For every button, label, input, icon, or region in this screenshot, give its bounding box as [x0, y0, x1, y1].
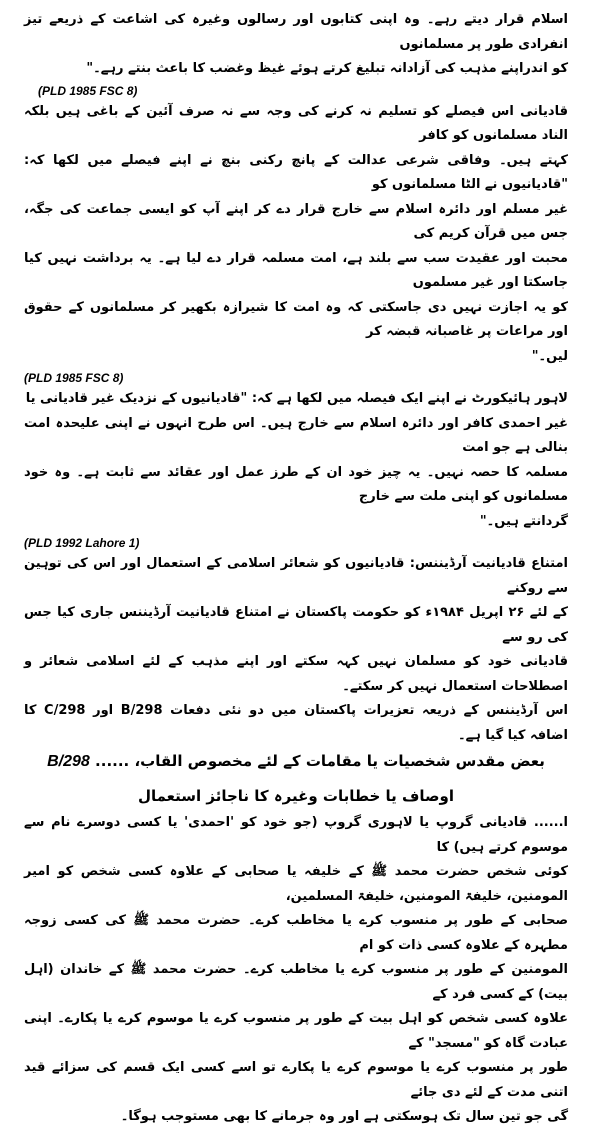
text-line: کوئی شخص حضرت محمد ﷺ کے خلیفہ یا صحابی کے علاوہ کسی شخص کو امیر المومنین، خلیفۃ المومنین، خلیفۃ المسلمین،	[24, 864, 568, 904]
text-line: قادیانی خود کو مسلمان نہیں کہہ سکتے اور اپنے مذہب کے لئے اسلامی شعائر و اصطلاحات استعمال نہیں کر سکتے۔	[24, 654, 568, 694]
text-line: المومنین کے طور پر منسوب کرے یا مخاطب کرے۔ حضرت محمد ﷺ کے خاندان (اہل بیت) کے کسی فرد کے	[24, 962, 568, 1002]
paragraph-1	[24, 8, 568, 100]
paragraph-4	[24, 552, 568, 748]
text-line: غیر مسلم اور دائرہ اسلام سے خارج قرار دے کر اپنے آپ کو ایسی جماعت کی جگہ، جس میں قرآن کریم کی	[24, 201, 568, 241]
clause-1	[24, 811, 568, 1130]
text-line: گی جو تین سال تک ہوسکتی ہے اور وہ جرمانے کا بھی مستوجب ہوگا۔	[120, 1109, 568, 1124]
section-title-line2: اوصاف یا خطابات وغیرہ کا ناجائز استعمال	[137, 787, 455, 805]
text-line: ا...... قادیانی گروپ یا لاہوری گروپ (جو خود کو 'احمدی' یا کسی دوسرے نام سے موسوم کرتے ہیں) کا	[24, 815, 568, 855]
paragraph-2	[24, 100, 568, 388]
citation: (PLD 1985 FSC 8)	[24, 371, 124, 385]
text-line: کو یہ اجازت نہیں دی جاسکتی کہ وہ امت کا شیرازہ بکھیر کر مسلمانوں کے حقوق اور مراعات پر غاصبانہ قبضہ کر	[24, 299, 568, 339]
text-line: امتناع قادیانیت آرڈیننس: قادیانیوں کو شعائر اسلامی کے استعمال اور اس کی توہین سے روکنے	[24, 556, 568, 596]
text-line: قادیانی اس فیصلے کو تسلیم نہ کرنے کی وجہ سے نہ صرف آئین کے باغی ہیں بلکہ الناد مسلمانوں کو کافر	[24, 103, 568, 143]
text-line: مسلمہ کا حصہ نہیں۔ یہ چیز خود ان کے طرز عمل اور عقائد سے ثابت ہے۔ وہ خود مسلمانوں کو اپنی ملت سے خارج	[24, 464, 568, 504]
text-line: علاوہ کسی شخص کو اہل بیت کے طور پر منسوب کرے یا موسوم کرے یا پکارے۔ اپنی عبادت گاہ کو "مسجد" کے	[24, 1011, 568, 1051]
section-title-line1: بعض مقدس شخصیات یا مقامات کے لئے مخصوص القاب،	[134, 752, 545, 770]
text-line: کو اندراپنے مذہب کی آزادانہ تبلیغ کرتے ہوئے غیظ وغضب کا باعث بنتے رہے۔"	[86, 61, 568, 76]
section-separator: ......	[95, 752, 130, 770]
citation: (PLD 1992 Lahore 1)	[24, 536, 140, 550]
text-line: اس آرڈیننس کے ذریعہ تعزیرات پاکستان میں دو نئی دفعات 298/B اور 298/C کا اضافہ کیا گیا ہے۔	[24, 703, 568, 743]
section-heading	[24, 748, 568, 775]
text-line: گردانتے ہیں۔"	[479, 513, 568, 529]
text-line: کہتے ہیں۔ وفاقی شرعی عدالت کے پانچ رکنی بنچ نے اپنے فیصلے میں لکھا کہ: "قادیانیوں نے الٹا مسلمانوں کو	[24, 152, 568, 192]
citation: (PLD 1985 FSC 8)	[38, 83, 138, 98]
text-line: کے لئے ۲۶ اپریل ۱۹۸۴ء کو حکومت پاکستان نے امتناع قادیانیت آرڈیننس جاری کیا جس کی رو سے	[24, 605, 568, 645]
text-line: لیں۔"	[531, 348, 568, 364]
paragraph-3	[24, 387, 568, 552]
text-line: اسلام قرار دیتے رہے۔ وہ اپنی کتابوں اور رسالوں وغیرہ کی اشاعت کے ذریعے تیز انفرادی طور پر مسلمانوں	[24, 12, 568, 52]
section-number: 298/B	[47, 753, 90, 770]
text-line: لاہور ہائیکورٹ نے اپنے ایک فیصلہ میں لکھا ہے کہ: "قادیانیوں کے نزدیک غیر قادیانی یا	[25, 391, 568, 406]
text-line: صحابی کے طور پر منسوب کرے یا مخاطب کرے۔ حضرت محمد ﷺ کی کسی زوجہ مطہرہ کے علاوہ کسی ذات کو ام	[24, 913, 568, 953]
text-line: طور پر منسوب کرے یا موسوم کرے یا پکارے تو اسے کسی ایک قسم کی سزائے قید اتنی مدت کے لئے دی جائے	[24, 1060, 568, 1100]
text-line: محبت اور عقیدت سب سے بلند ہے، امت مسلمہ قرار دے لیا ہے۔ یہ برداشت نہیں کیا جاسکتا اور غیر مسلموں	[24, 250, 568, 290]
text-line: غیر احمدی کافر اور دائرہ اسلام سے خارج ہیں۔ اس طرح انہوں نے اپنی علیحدہ امت بنالی ہے جو امت	[24, 415, 568, 455]
